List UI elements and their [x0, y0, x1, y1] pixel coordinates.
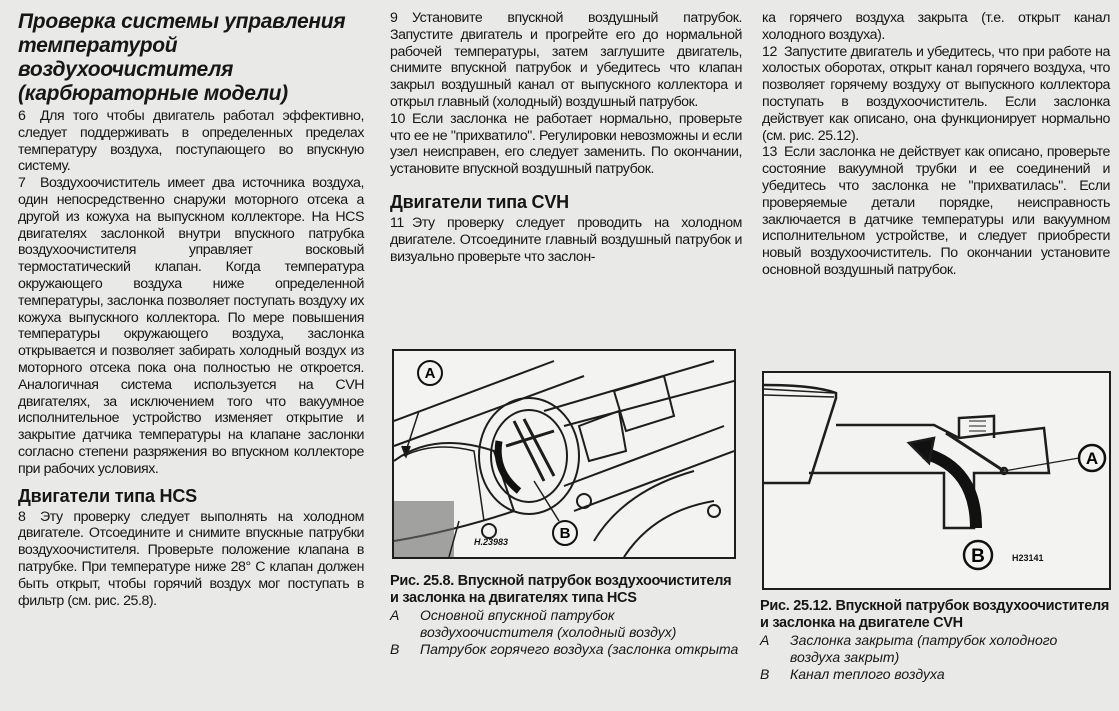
heading-hcs: Двигатели типа HCS	[18, 485, 197, 506]
paragraph-number: 8	[18, 508, 26, 525]
callout-a-label: A	[424, 365, 436, 382]
legend-text: Заслонка закрыта (патрубок холодного воздуха закрыт)	[790, 632, 1058, 665]
legend-item-a	[760, 632, 1110, 666]
section-title: Проверка системы управления температурой воздухоочистителя (карбюраторные модели)	[18, 10, 346, 105]
paragraph-text: ка горячего воздуха закрыта (т.е. открыт канал холодного воздуха).	[762, 10, 1110, 43]
paragraph-text: Если заслонка не работает нормально, проверьте что ее не "прихватило". Регулировки невозможны и если узел неисправен, его следует заменить. По окончании, установите впускной воздушный патрубок.	[390, 110, 742, 178]
legend-text: Основной впускной патрубок воздухоочистителя (холодный воздух)	[420, 607, 677, 640]
legend-item-a	[390, 607, 742, 641]
paragraph-text: Воздухоочиститель имеет два источника воздуха, один непосредственно снаружи моторного отсека а другой из кожуха на выпускном коллекторе. На HCS двигателях заслонкой внутри впускного патрубка воздухоочистителя управляет восковый термостатический клапан. Когда температура окружающего воздуха ниже определенной температуры, заслонка позволяет поступать воздуху их кожуха выпускного коллектора. По мере повышения температуры окружающего воздуха, заслонка открывается и позволяет забирать холодный воздух из моторного отсека пока она полностью не откроется. Аналогичная система используется на CVH двигателях, за исключением того что вакуумное исполнительное устройство изменяет открытие и закрытие датчика температуры на клапане заслонки согласно степени разряжения во впускном коллекторе при рабочих условиях.	[18, 175, 364, 477]
paragraph-text: Если заслонка не действует как описано, проверьте состояние вакуумной трубки и ее соединений и убедитесь что заслонка не "прихватилась". Если проверяемые детали порядке, неисправность заключается в датчике температуры или вакуумном исполнительном устройстве, и следует приобрести новый воздухоочиститель. По окончании установите основной воздушный патрубок.	[762, 144, 1110, 278]
air-intake-cvh-drawing	[764, 373, 1109, 588]
legend-key: B	[390, 641, 400, 657]
legend-text: Канал теплого воздуха	[790, 666, 945, 682]
figure-25-12-caption	[760, 598, 1110, 683]
paragraph-continued	[762, 10, 1110, 44]
paragraph-11	[390, 215, 742, 265]
paragraph-6	[18, 108, 364, 175]
callout-a-badge	[416, 359, 444, 387]
paragraph-text: Запустите двигатель и убедитесь, что при работе на холостых оборотах, открыт канал горячего воздуха, что позволяет горячему воздуху от выпускного коллектора поступать в воздухоочиститель. Если заслонка действует как описано, она функционирует нормально (см. рис. 25.12).	[762, 43, 1110, 144]
figure-code: H23141	[1012, 553, 1044, 563]
paragraph-number: 13	[762, 144, 777, 161]
legend-key: A	[760, 632, 770, 648]
figure-25-12-illustration	[762, 371, 1111, 590]
paragraph-text: Эту проверку следует проводить на холодном двигателе. Отсоедините главный воздушный патрубок и визуально проверьте что заслон-	[390, 214, 742, 265]
legend-text: Патрубок горячего воздуха (заслонка открыта	[420, 641, 739, 657]
figure-25-8-caption	[390, 573, 742, 658]
paragraph-number: 10	[390, 110, 405, 127]
paragraph-13	[762, 144, 1110, 278]
caption-title: Рис. 25.12. Впускной патрубок воздухоочистителя и заслонка на двигателе CVH	[760, 598, 1110, 631]
callout-a-label: A	[1085, 449, 1099, 468]
paragraph-number: 9	[390, 10, 398, 26]
heading-cvh: Двигатели типа CVH	[390, 191, 569, 212]
paragraph-12	[762, 44, 1110, 145]
paragraph-number: 11	[390, 214, 404, 231]
callout-a-badge	[1077, 443, 1107, 473]
paragraph-7	[18, 175, 364, 477]
callout-b-label: B	[971, 546, 985, 567]
column-3	[762, 10, 1110, 279]
paragraph-10	[390, 111, 742, 178]
column-2	[390, 10, 742, 265]
legend-key: B	[760, 666, 770, 682]
legend-item-b	[390, 641, 742, 658]
paragraph-number: 7	[18, 175, 26, 192]
caption-title: Рис. 25.8. Впускной патрубок воздухоочистителя и заслонка на двигателях типа HCS	[390, 573, 732, 606]
callout-b-label: B	[559, 525, 571, 542]
paragraph-text: Установите впускной воздушный патрубок. Запустите двигатель и прогрейте его до нормальной рабочей температуры, затем заглушите двигатель, снимите впускной патрубок и убедитесь что клапан закрыл воздушный канал от выпускного коллектора и открыл главный (холодный) воздушный патрубок.	[390, 10, 742, 110]
paragraph-number: 12	[762, 43, 777, 60]
legend-key: A	[390, 607, 400, 623]
paragraph-number: 6	[18, 108, 26, 124]
figure-code: H.23983	[474, 537, 509, 547]
paragraph-text: Для того чтобы двигатель работал эффективно, следует поддерживать в определенных пределах температуру воздуха, поступающего во впускную систему.	[18, 108, 364, 175]
column-1	[18, 10, 364, 609]
callout-b-badge	[551, 519, 579, 547]
paragraph-9	[390, 10, 742, 111]
figure-25-8-illustration	[392, 349, 736, 559]
legend-item-b	[760, 666, 1110, 683]
callout-b-badge	[962, 539, 994, 571]
paragraph-text: Эту проверку следует выполнять на холодном двигателе. Отсоедините и снимите впускные патрубки воздухоочистителя. Проверьте положение клапана в патрубке. При температуре ниже 28° С клапан должен быть открыт, чтобы горячий воздух мог поступать в фильтр (см. рис. 25.8).	[18, 508, 364, 609]
paragraph-8	[18, 509, 364, 610]
